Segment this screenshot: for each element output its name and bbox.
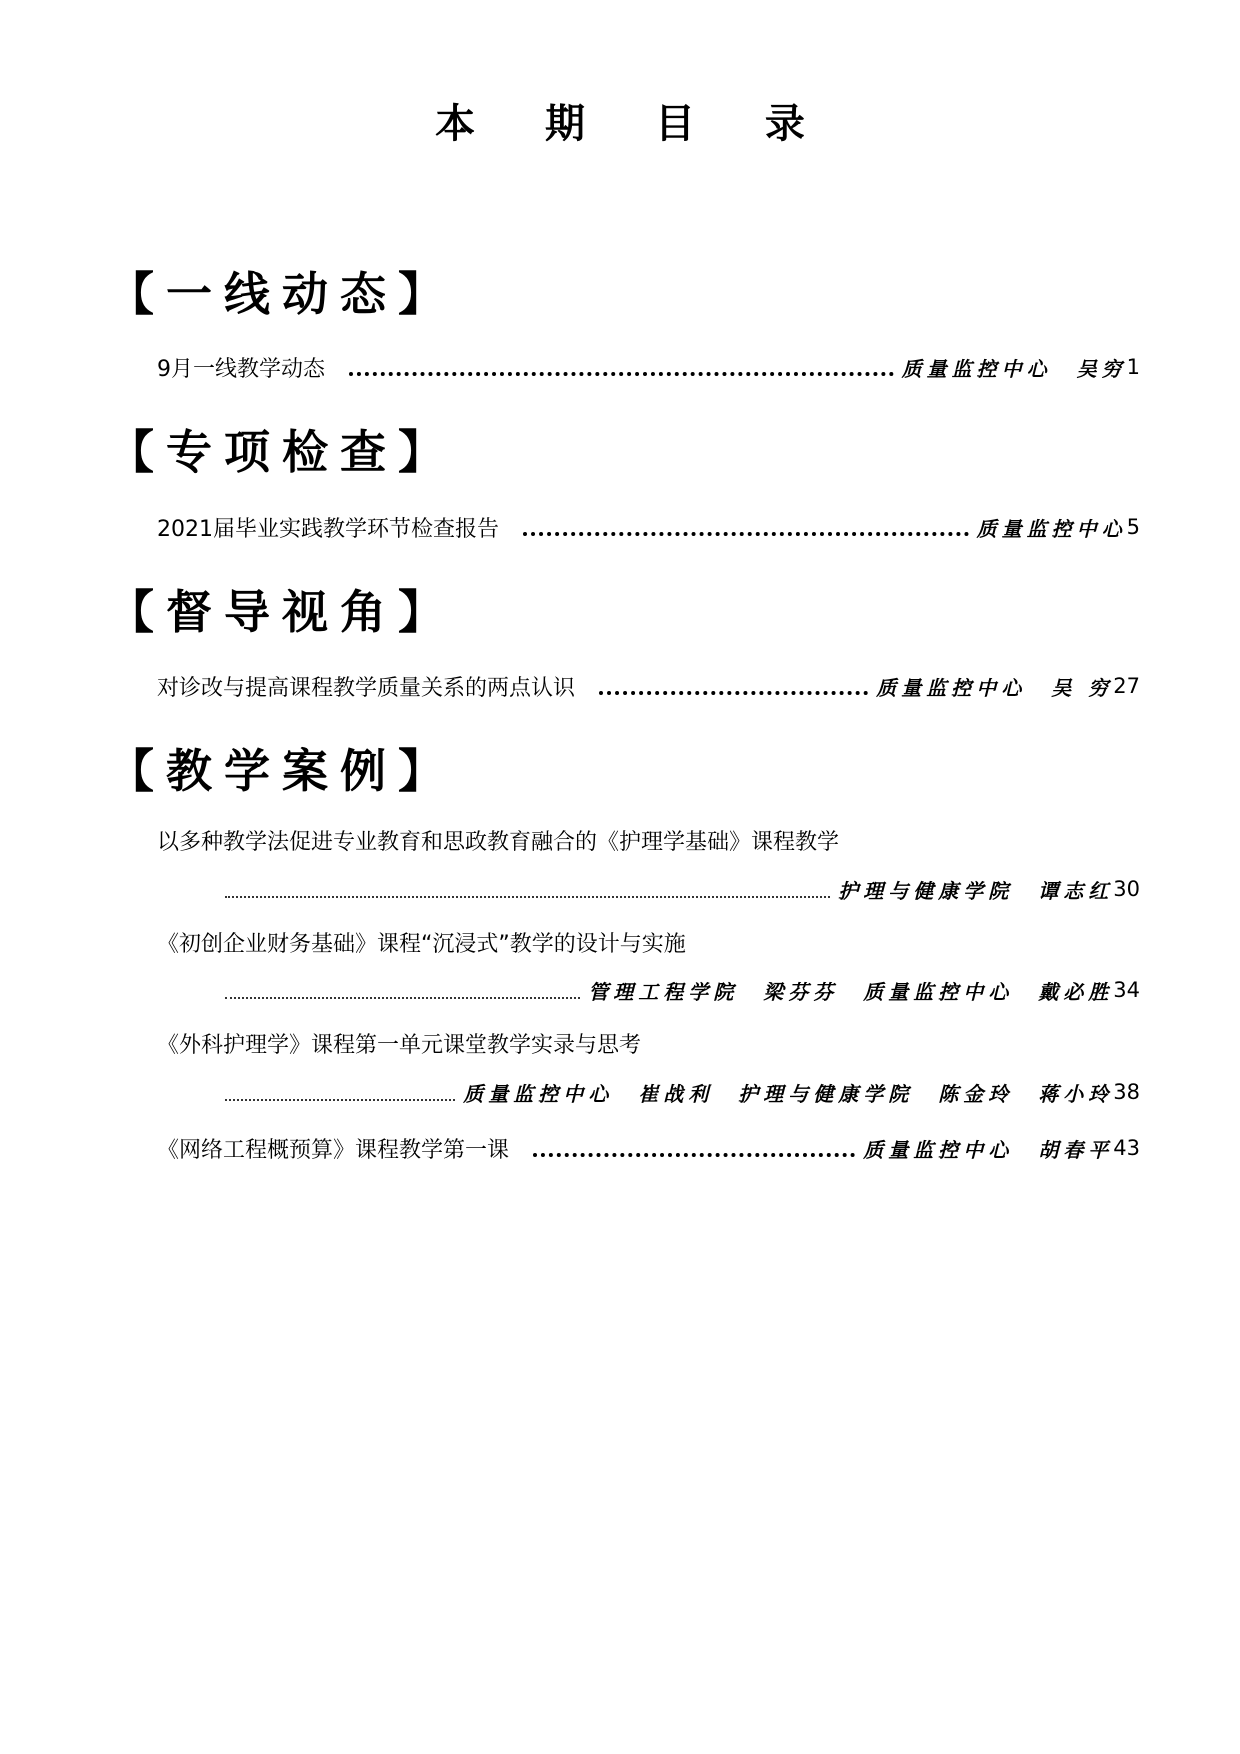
- entry-author: 管理工程学院 梁芬芬 质量监控中心 戴必胜: [588, 979, 1114, 1004]
- entry-author: 质量监控中心 崔战利 护理与健康学院 陈金玲 蒋小玲: [463, 1081, 1114, 1106]
- entry-title: 以多种教学法促进专业教育和思政教育融合的《护理学基础》课程教学: [157, 830, 840, 855]
- section-heading: 【督导视角】: [108, 585, 456, 639]
- entry-author: 质量监控中心 胡春平: [863, 1137, 1114, 1162]
- entry-title: 《网络工程概预算》课程教学第一课: [157, 1137, 510, 1163]
- dot-leader: [533, 1153, 855, 1157]
- section-heading: 【一线动态】: [108, 267, 456, 321]
- entry-title: 2021届毕业实践教学环节检查报告: [157, 516, 499, 542]
- dot-leader: [599, 691, 868, 695]
- entry-meta-line: [225, 869, 1140, 909]
- entry-title: 9月一线教学动态: [157, 356, 325, 382]
- section-heading: 【教学案例】: [108, 744, 456, 798]
- entry-page-number: 30: [1113, 877, 1140, 901]
- entry-page-number: 1: [1126, 355, 1140, 379]
- entry-title: 《初创企业财务基础》课程“沉浸式”教学的设计与实施: [157, 932, 686, 957]
- entry-author: 质量监控中心: [976, 516, 1127, 541]
- toc-entry[interactable]: [157, 507, 1140, 547]
- section-heading: 【专项检查】: [108, 425, 456, 479]
- entry-author: 质量监控中心 吴穷: [901, 356, 1127, 381]
- toc-entry[interactable]: [157, 1128, 1140, 1168]
- entry-meta-line: [225, 970, 1140, 1010]
- entry-title: 《外科护理学》课程第一单元课堂教学实录与思考: [157, 1033, 642, 1058]
- dot-leader: [349, 372, 894, 376]
- entry-author: 质量监控中心 吴 穷: [876, 675, 1114, 700]
- dot-leader: [225, 896, 830, 898]
- page-title: 本 期 目 录: [435, 100, 833, 147]
- toc-entry[interactable]: [157, 666, 1140, 706]
- dot-leader: [225, 1099, 455, 1101]
- dot-leader: [523, 532, 969, 536]
- toc-entry[interactable]: [157, 347, 1140, 387]
- entry-page-number: 38: [1113, 1080, 1140, 1104]
- entry-title: 对诊改与提高课程教学质量关系的两点认识: [157, 675, 576, 701]
- entry-meta-line: [225, 1072, 1140, 1112]
- entry-author: 护理与健康学院 谭志红: [838, 878, 1114, 903]
- dot-leader: [225, 997, 580, 999]
- entry-page-number: 34: [1113, 978, 1140, 1002]
- entry-page-number: 27: [1113, 674, 1140, 698]
- entry-page-number: 5: [1126, 515, 1140, 539]
- entry-page-number: 43: [1113, 1136, 1140, 1160]
